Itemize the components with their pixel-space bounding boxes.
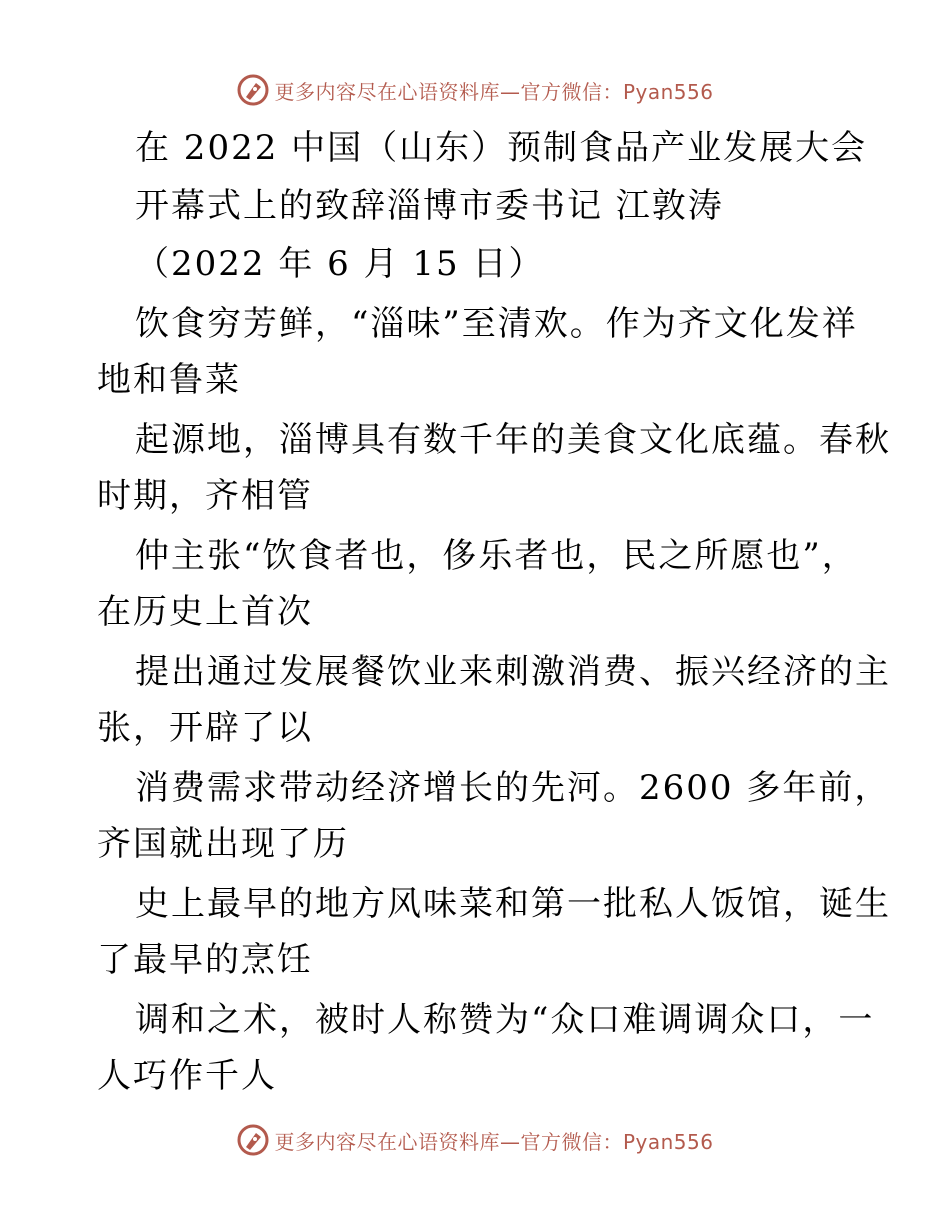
paragraph-line: 时期，齐相管 <box>97 476 313 516</box>
paragraph-line: 消费需求带动经济增长的先河。2600 多年前， <box>135 768 891 808</box>
paragraph-line: 调和之术，被时人称赞为“众口难调调众口，一 <box>135 1000 875 1040</box>
footer-text: 更多内容尽在心语资料库—官方微信：Pyan556 <box>274 1129 714 1154</box>
header-watermark <box>0 70 950 110</box>
paragraph-line: 提出通过发展餐饮业来刺激消费、振兴经济的主 <box>135 652 891 692</box>
paragraph-line: 起源地，淄博具有数千年的美食文化底蕴。春秋 <box>135 420 891 460</box>
date-line: （2022 年 6 月 15 日） <box>135 244 545 284</box>
pen-nib-circle-icon <box>236 73 270 107</box>
paragraph-line: 饮食穷芳鲜，“淄味”至清欢。作为齐文化发祥 <box>135 304 858 344</box>
paragraph-line: 史上最早的地方风味菜和第一批私人饭馆，诞生 <box>135 884 891 924</box>
title-line-1: 在 2022 中国（山东）预制食品产业发展大会 <box>135 128 868 168</box>
paragraph-line: 地和鲁菜 <box>97 360 241 400</box>
header-text: 更多内容尽在心语资料库—官方微信：Pyan556 <box>274 79 714 104</box>
paragraph-line: 了最早的烹饪 <box>97 940 313 980</box>
paragraph-line: 人巧作千人 <box>97 1056 277 1096</box>
footer-watermark <box>0 1120 950 1160</box>
paragraph-line: 齐国就出现了历 <box>97 824 349 864</box>
paragraph-line: 张，开辟了以 <box>97 708 313 748</box>
title-line-2: 开幕式上的致辞淄博市委书记 江敦涛 <box>135 186 724 226</box>
pen-nib-circle-icon <box>236 1123 270 1157</box>
paragraph-line: 在历史上首次 <box>97 592 313 632</box>
paragraph-line: 仲主张“饮食者也，侈乐者也，民之所愿也”， <box>135 536 858 576</box>
